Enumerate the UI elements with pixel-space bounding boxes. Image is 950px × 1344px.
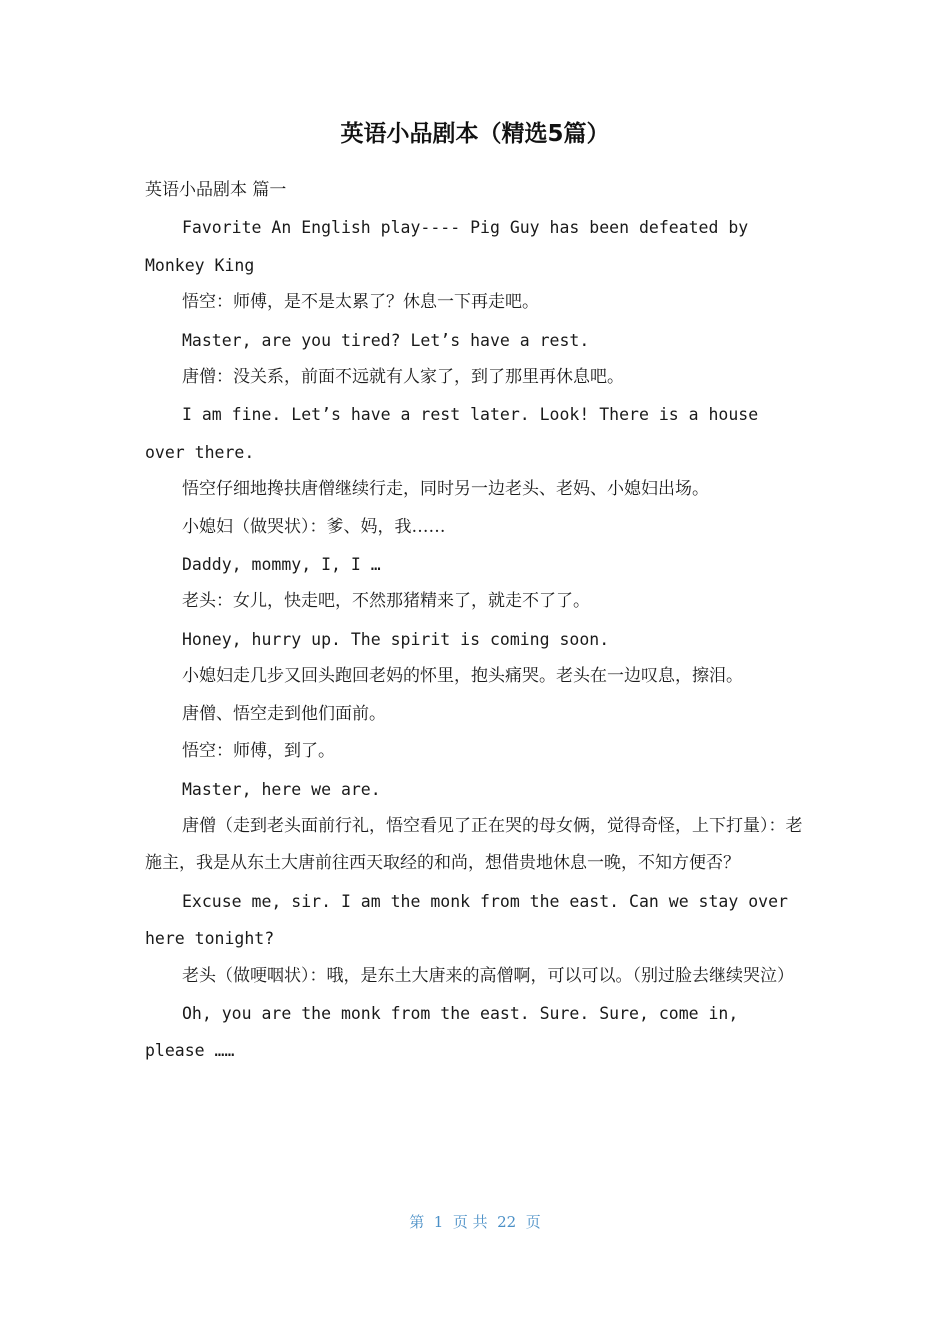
paragraph: I am fine. Let’s have a rest later. Look! There is a house over there. xyxy=(145,405,759,462)
paragraph: Favorite An English play---- Pig Guy has been defeated by Monkey King xyxy=(145,218,749,275)
paragraph: 小媳妇走几步又回头跑回老妈的怀里，抱头痛哭。老头在一边叹息，擦泪。 xyxy=(182,666,743,687)
paragraph: 悟空仔细地搀扶唐僧继续行走，同时另一边老头、老妈、小媳妇出场。 xyxy=(182,479,709,500)
paragraph: Honey, hurry up. The spirit is coming soon. xyxy=(182,629,610,649)
page-number-footer: 第 1 页 共 22 页 xyxy=(409,1213,541,1231)
paragraph: 老头：女儿，快走吧，不然那猪精来了，就走不了了。 xyxy=(182,591,590,612)
document-title: 英语小品剧本（精选5篇） xyxy=(340,121,610,147)
paragraph: 老头（做哽咽状）：哦，是东土大唐来的高僧啊，可以可以。（别过脸去继续哭泣） xyxy=(182,965,794,986)
paragraph: 悟空：师傅，到了。 xyxy=(182,741,335,762)
document-body xyxy=(145,172,807,1070)
paragraph: Excuse me, sir. I am the monk from the east. Can we stay over here tonight? xyxy=(145,891,788,949)
paragraph: 唐僧：没关系，前面不远就有人家了，到了那里再休息吧。 xyxy=(182,367,624,388)
paragraph: 唐僧、悟空走到他们面前。 xyxy=(182,703,386,724)
paragraph: 唐僧（走到老头面前行礼，悟空看见了正在哭的母女俩，觉得奇怪，上下打量）：老施主，我是从东土大唐前往西天取经的和尚，想借贵地休息一晚，不知方便否？ xyxy=(145,815,803,874)
paragraph: Oh, you are the monk from the east. Sure. Sure, come in, please …… xyxy=(145,1003,739,1061)
section-heading: 英语小品剧本 篇一 xyxy=(145,180,287,200)
paragraph: Daddy, mommy, I, I … xyxy=(182,555,381,575)
paragraph: Master, are you tired? Let’s have a rest. xyxy=(182,330,590,350)
paragraph: 小媳妇（做哭状）：爹、妈，我…… xyxy=(182,516,446,537)
paragraph: Master, here we are. xyxy=(182,779,381,799)
paragraph-list xyxy=(145,209,807,1069)
paragraph: 悟空：师傅，是不是太累了？休息一下再走吧。 xyxy=(182,292,539,313)
